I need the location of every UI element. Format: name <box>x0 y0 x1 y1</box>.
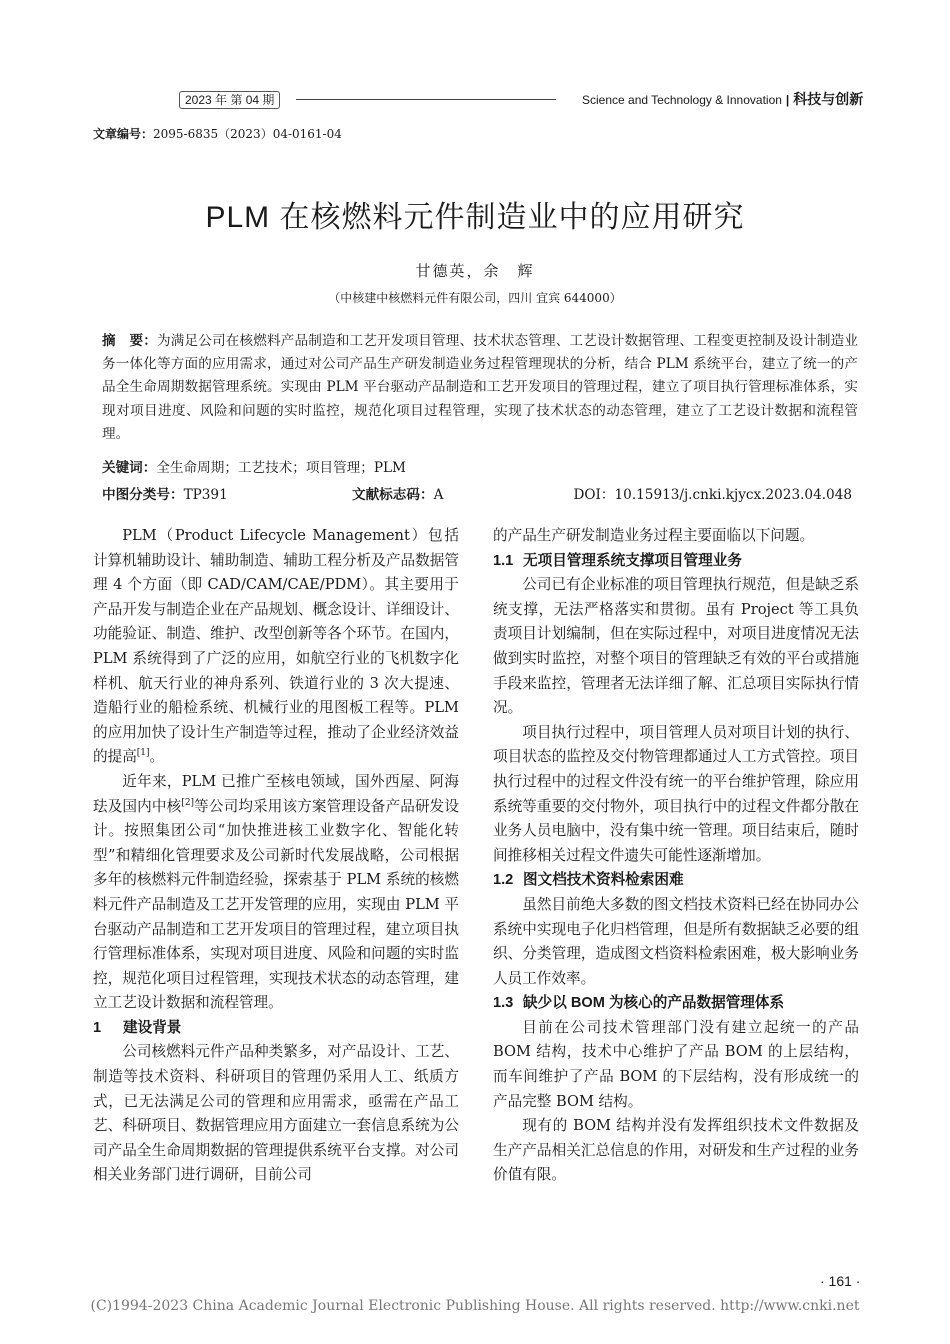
abstract <box>102 329 858 446</box>
keywords-label: 关键词： <box>102 460 157 475</box>
journal-name-cn: 科技与创新 <box>793 91 864 107</box>
journal-name-en: Science and Technology & Innovation <box>582 93 782 107</box>
section-title: 无项目管理系统支撑项目管理业务 <box>523 552 742 569</box>
citation: [1] <box>136 748 150 759</box>
keywords-text: 全生命周期；工艺技术；项目管理；PLM <box>156 460 406 476</box>
paragraph: 的产品生产研发制造业务过程主要面临以下问题。 <box>493 527 815 544</box>
clc-value: TP391 <box>183 487 228 503</box>
clc-label: 中图分类号： <box>102 487 184 502</box>
page-title: PLM 在核燃料元件制造业中的应用研究 <box>205 201 745 234</box>
citation: [2] <box>181 797 195 808</box>
section-number: 1 <box>93 1019 102 1036</box>
copyright-footer: (C)1994-2023 China Academic Journal Electronic Publishing House. All rights reserved. http://www.cnki.net <box>90 1298 860 1314</box>
doi: DOI：10.15913/j.cnki.kjycx.2023.04.048 <box>573 487 852 503</box>
paragraph: 目前在公司技术管理部门没有建立起统一的产品 BOM 结构，技术中心维护了产品 BOM 的上层结构，而车间维护了产品 BOM 的下层结构，没有形成统一的产品完整 BOM 结构。 <box>493 1018 859 1110</box>
section-number: 1.3 <box>493 995 514 1012</box>
article-number-value: 2095-6835（2023）04-0161-04 <box>153 127 342 141</box>
paragraph: 公司已有企业标准的项目管理执行规范，但是缺乏系统支撑，无法严格落实和贯彻。虽有 Project 等工具负责项目计划编制，但在实际过程中，对项目进度情况无法做到实时监控，对整个项目的管理缺乏有效的平台或措施手段来监控，管理者无法详细了解、汇总项目实际执行情况。 <box>493 576 859 717</box>
paragraph-end: 。 <box>149 748 165 766</box>
paragraph-text: 等公司均采用该方案管理设备产品研发设计。按照集团公司“加快推进核工业数字化、智能化转型”和精细化管理要求及公司新时代发展战略，公司根据多年的核燃料元件制造经验，探索基于 PLM 系统的核燃料元件产品制造及工艺开发管理的应用，实现由 PLM 平台驱动产品制造和工艺开发项目的管理过程，建立项目执行管理标准体系，实现对项目进度、风险和问题的实时监控，规范化项目过程管理，实现技术状态的动态管理，建立工艺设计数据和流程管理。 <box>93 797 459 1012</box>
section-number: 1.2 <box>493 872 514 889</box>
header-separator: | <box>785 93 790 107</box>
document-code <box>352 484 443 506</box>
section-title: 缺少以 BOM 为核心的产品数据管理体系 <box>523 995 785 1012</box>
clc-code <box>102 484 228 506</box>
section-heading <box>493 991 859 1016</box>
document-code-label: 文献标志码： <box>352 487 434 502</box>
section-heading <box>493 549 859 574</box>
page-number: · 161 · <box>820 1273 861 1289</box>
paragraph <box>93 770 459 1016</box>
paragraph: 现有的 BOM 结构并没有发挥组织技术文件数据及生产产品相关汇总信息的作用，对研发和生产过程的业务价值有限。 <box>493 1117 859 1184</box>
issue-badge: 2023 年 第 04 期 <box>179 91 280 109</box>
paragraph-text: 近年来，PLM 已推广至核电领域，国外西屋、阿海珐及国内中核 <box>93 772 459 815</box>
paragraph: 项目执行过程中，项目管理人员对项目计划的执行、项目状态的监控及交付物管理都通过人工方式管控。项目执行过程中的过程文件没有统一的平台维护管理，除应用系统等重要的交付物外，项目执行中的过程文件都分散在业务人员电脑中，没有集中统一管理。项目结束后，随时间推移相关过程文件遗失可能性逐渐增加。 <box>493 723 859 864</box>
body-left-column <box>93 524 459 1188</box>
section-heading <box>493 868 859 893</box>
body-right-column <box>493 524 859 1188</box>
section-number: 1.1 <box>493 552 514 569</box>
section-title: 图文档技术资料检索困难 <box>523 872 684 889</box>
journal-header <box>582 90 863 109</box>
authors: 甘德英，余 辉 <box>415 262 535 280</box>
article-number <box>93 126 342 142</box>
paragraph: 虽然目前绝大多数的图文档技术资料已经在协同办公系统中实现电子化归档管理，但是所有数据缺乏必要的组织、分类管理，造成图文档资料检索困难，极大影响业务人员工作效率。 <box>493 895 859 987</box>
section-title: 建设背景 <box>123 1019 182 1036</box>
keywords <box>102 457 858 479</box>
article-number-label: 文章编号： <box>93 127 154 141</box>
abstract-label: 摘 要： <box>102 333 157 348</box>
section-heading <box>93 1016 459 1041</box>
header-rule <box>296 99 556 100</box>
document-code-value: A <box>433 487 444 503</box>
affiliation: （中核建中核燃料元件有限公司，四川 宜宾 644000） <box>328 291 622 305</box>
paragraph <box>93 524 459 770</box>
paragraph-text: PLM（Product Lifecycle Management）包括计算机辅助设计、辅助制造、辅助工程分析及产品数据管理 4 个方面（即 CAD/CAM/CAE/PDM）。其主要用于产品开发与制造企业在产品规划、概念设计、详细设计、功能验证、制造、维护、改型创新等各个环节。在国内，PLM 系统得到了广泛的应用，如航空行业的飞机数字化样机、航天行业的神舟系列、铁道行业的 3 次大提速、造船行业的船检系统、机械行业的甩图板工程等。PLM 的应用加快了设计生产制造等过程，推动了企业经济效益的提高 <box>93 527 459 766</box>
paragraph: 公司核燃料元件产品种类繁多，对产品设计、工艺、制造等技术资料、科研项目的管理仍采用人工、纸质方式，已无法满足公司的管理和应用需求，亟需在产品工艺、科研项目、数据管理应用方面建立一套信息系统为公司产品全生命周期数据的管理提供系统平台支撑。对公司相关业务部门进行调研，目前公司 <box>93 1043 459 1184</box>
abstract-text: 为满足公司在核燃料产品制造和工艺开发项目管理、技术状态管理、工艺设计数据管理、工程变更控制及设计制造业务一体化等方面的应用需求，通过对公司产品生产研发制造业务过程管理现状的分析，结合 PLM 系统平台，建立了统一的产品全生命周期数据管理系统。实现由 PLM 平台驱动产品制造和工艺开发项目的管理过程，建立了项目执行管理标准体系，实现对项目进度、风险和问题的实时监控，规范化项目过程管理，实现了技术状态的动态管理，建立了工艺设计数据和流程管理。 <box>102 333 859 442</box>
